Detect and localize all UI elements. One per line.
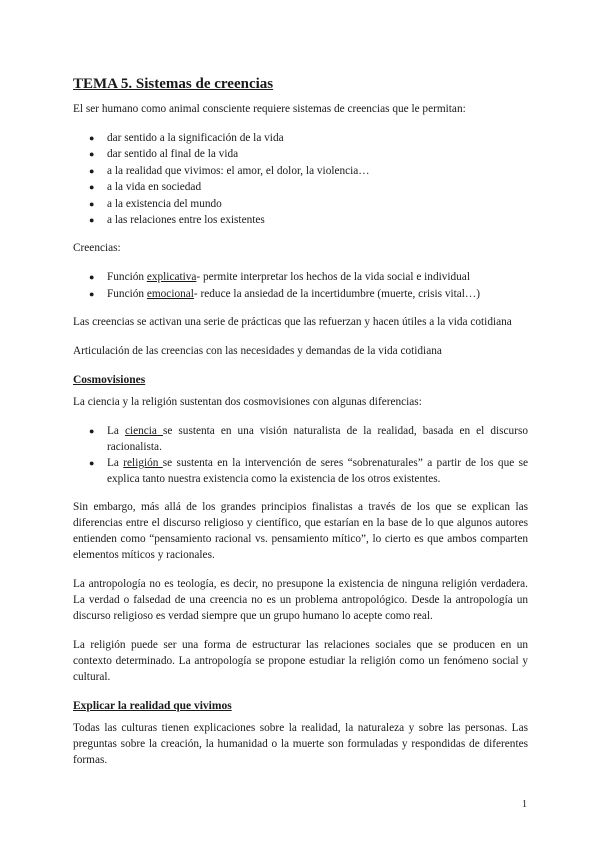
bullet-icon: ● <box>89 426 95 437</box>
bullet-icon: ● <box>89 288 95 299</box>
articulacion-paragraph: Articulación de las creencias con las necesidades y demandas de la vida cotidiana <box>73 345 442 358</box>
activan-paragraph: Las creencias se activan una serie de prácticas que las refuerzan y hacen útiles a la vida cotidiana <box>73 316 512 329</box>
heading-explicar-realidad: Explicar la realidad que vivimos <box>73 700 232 713</box>
creencias-label: Creencias: <box>73 242 121 255</box>
document-title: TEMA 5. Sistemas de creencias <box>73 76 274 92</box>
list-item: ● a la existencia del mundo <box>73 196 528 212</box>
term-emocional: emocional <box>146 287 194 300</box>
list-item: ● a la realidad que vivimos: el amor, el dolor, la violencia… <box>73 163 528 179</box>
cosmo-intro-paragraph: La ciencia y la religión sustentan dos cosmovisiones con algunas diferencias: <box>73 396 422 409</box>
list-item: ● La religión se sustenta en la intervención de seres “sobrenaturales” a partir de los que se explica tanto nuestra existencia como la existencia de los otros existentes. <box>89 457 528 486</box>
list-item: ● dar sentido a la significación de la vida <box>73 130 528 146</box>
antropologia-paragraph: La antropología no es teología, es decir, no presupone la existencia de ninguna religión verdadera. La verdad o falsedad de una creencia no es un problema antropológico. Desde la antropología un discurso religioso es verdad siempre que un grupo humano lo acepte como real. <box>73 578 528 623</box>
bullet-icon: ● <box>89 133 95 143</box>
list-item: ● La ciencia se sustenta en una visión naturalista de la realidad, basada en el discurso racionalista. <box>89 425 528 454</box>
cosmo-list <box>73 423 528 487</box>
religion-paragraph: La religión puede ser una forma de estructurar las relaciones sociales que se producen en un contexto determinado. La antropología se propone estudiar la religión como un fenómeno social y cultural. <box>73 639 528 684</box>
intro-paragraph: El ser humano como animal consciente requiere sistemas de creencias que le permitan: <box>73 103 466 115</box>
needs-list <box>73 130 528 228</box>
page-number: 1 <box>522 799 527 810</box>
heading-cosmovisiones: Cosmovisiones <box>73 374 146 387</box>
list-item: ● dar sentido al final de la vida <box>73 146 528 162</box>
list-item: ● Función explicativa- permite interpretar los hechos de la vida social e individual <box>73 269 528 285</box>
document-page <box>73 74 528 781</box>
sin-embargo-paragraph: Sin embargo, más allá de los grandes principios finalistas a través de los que se explican las diferencias entre el discurso religioso y científico, que estarían en la base de lo que algunos autores entienden como “pensamiento racional vs. pensamiento mítico”, lo cierto es que ambos comparten elementos míticos y racionales. <box>73 501 528 562</box>
list-item: ● a la vida en sociedad <box>73 179 528 195</box>
term-explicativa: explicativa <box>146 271 197 284</box>
functions-list <box>73 269 528 302</box>
bullet-icon: ● <box>89 198 95 209</box>
term-ciencia: ciencia <box>124 425 163 438</box>
bullet-icon: ● <box>89 149 95 160</box>
bullet-icon: ● <box>89 458 95 469</box>
bullet-icon: ● <box>89 182 95 193</box>
bullet-icon: ● <box>89 165 95 176</box>
bullet-icon: ● <box>89 272 95 283</box>
term-religion: religión <box>123 457 163 470</box>
list-item: ● a las relaciones entre los existentes <box>73 212 528 228</box>
bullet-icon: ● <box>89 215 95 226</box>
list-item: ● Función emocional- reduce la ansiedad de la incertidumbre (muerte, crisis vital…) <box>73 286 528 302</box>
culturas-paragraph: Todas las culturas tienen explicaciones sobre la realidad, la naturaleza y sobre las personas. Las preguntas sobre la creación, la humanidad o la muerte son formuladas y respondidas de diferentes formas. <box>73 722 528 767</box>
